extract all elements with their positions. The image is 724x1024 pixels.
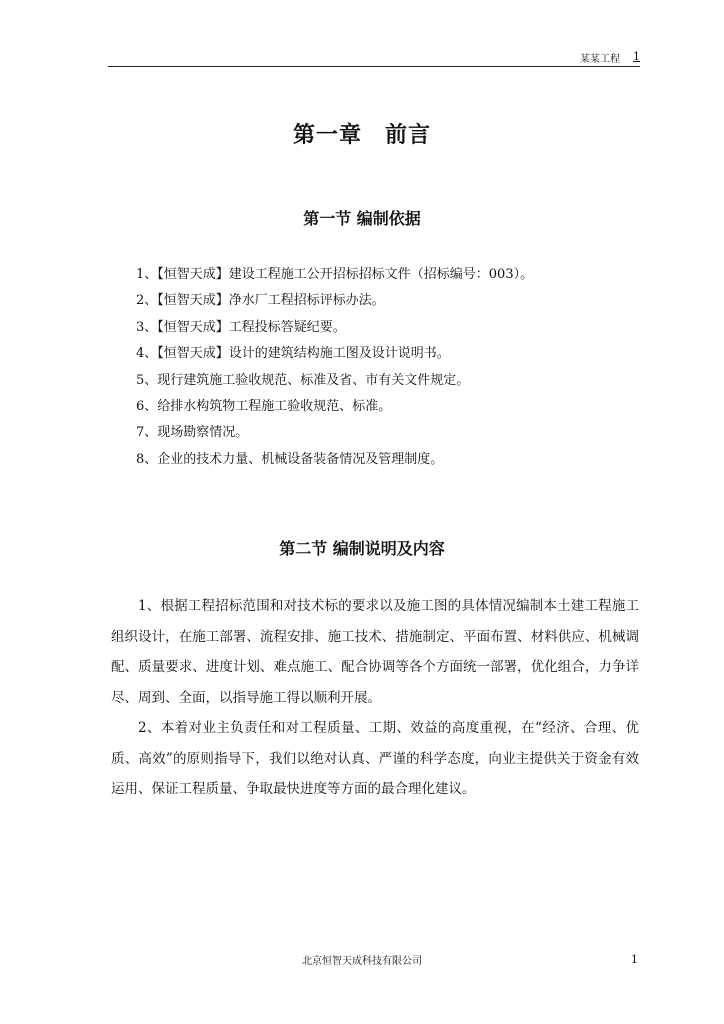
list-item: 6、给排水构筑物工程施工验收规范、标准。 — [136, 398, 392, 414]
list-item: 5、现行建筑施工验收规范、标准及省、市有关文件规定。 — [136, 372, 470, 388]
section-body — [111, 591, 639, 805]
section-title-basis: 第一节 编制依据 — [303, 209, 421, 228]
list-item: 2、【恒智天成】净水厂工程招标评标办法。 — [136, 293, 385, 309]
list-item: 8、企业的技术力量、机械设备装备情况及管理制度。 — [136, 451, 444, 467]
section-title-description: 第二节 编制说明及内容 — [279, 539, 445, 558]
footer-page-number: 1 — [631, 953, 638, 966]
footer-company: 北京恒智天成科技有限公司 — [302, 956, 422, 967]
list-item: 1、【恒智天成】建设工程施工公开招标招标文件（招标编号：003）。 — [136, 267, 534, 282]
list-item: 4、【恒智天成】设计的建筑结构施工图及设计说明书。 — [136, 346, 450, 362]
list-item: 3、【恒智天成】工程投标答疑纪要。 — [136, 319, 346, 335]
page-header — [108, 52, 640, 67]
header-page-number: 1 — [633, 50, 640, 63]
header-title: 某某工程 — [580, 54, 620, 65]
list-item: 7、现场勘察情况。 — [136, 425, 249, 441]
body-paragraph: 2、本着对业主负责任和对工程质量、工期、效益的高度重视，在“经济、合理、优质、高效”的原则指导下，我们以绝对认真、严谨的科学态度，向业主提供关于资金有效运用、保证工程质量、争取最快进度等方面的最合理化建议。 — [111, 720, 639, 797]
chapter-title: 第一章 前言 — [292, 123, 431, 148]
basis-list — [136, 262, 533, 473]
body-paragraph: 1、根据工程招标范围和对技术标的要求以及施工图的具体情况编制本土建工程施工组织设计，在施工部署、流程安排、施工技术、措施制定、平面布置、材料供应、机械调配、质量要求、进度计划、难点施工、配合协调等各个方面统一部署，优化组合，力争详尽、周到、全面，以指导施工得以顺利开展。 — [111, 598, 639, 706]
